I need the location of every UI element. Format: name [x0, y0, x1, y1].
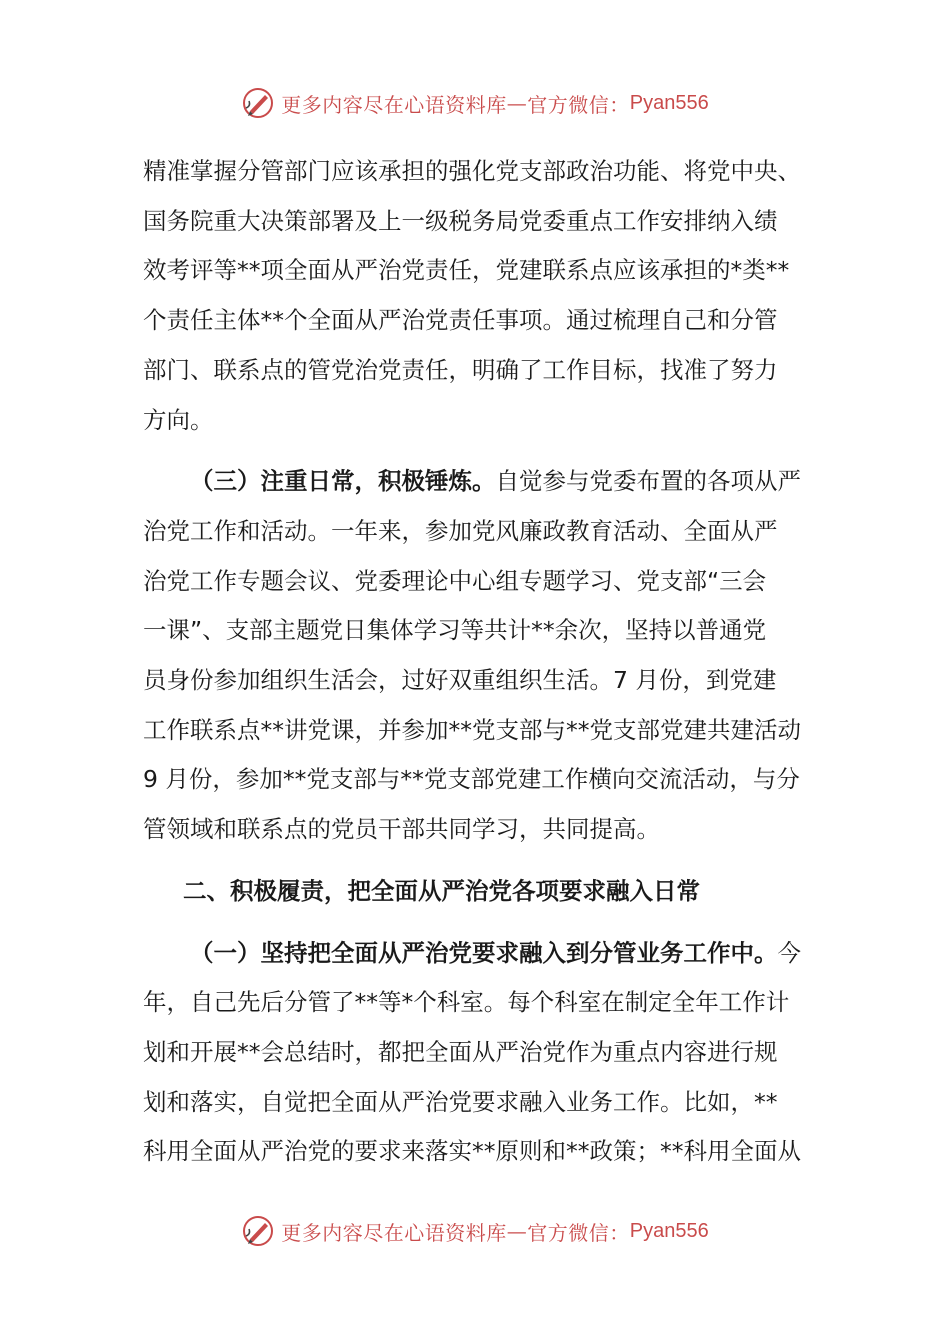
text-line: 划和落实，自觉把全面从严治党要求融入业务工作。比如，**	[143, 1087, 778, 1116]
section-heading-2	[143, 867, 811, 917]
text-line	[143, 457, 811, 507]
paragraph-3	[143, 929, 811, 1178]
pen-logo-icon	[241, 1214, 275, 1248]
footer-dash: —	[506, 1219, 528, 1243]
header-banner	[0, 78, 950, 128]
text-line: 划和开展**会总结时，都把全面从严治党作为重点内容进行规	[143, 1037, 778, 1066]
text-line: 个责任主体**个全面从严治党责任事项。通过梳理自己和分管	[143, 306, 778, 335]
heading-text: 二、积极履责，把全面从严治党各项要求融入日常	[183, 876, 700, 905]
text-line: 员身份参加组织生活会，过好双重组织生活。7 月份，到党建	[143, 666, 777, 695]
section-title-1: （一）坚持把全面从严治党要求融入到分管业务工作中。	[190, 938, 778, 967]
text-line: 效考评等**项全面从严治党责任，党建联系点应该承担的*类**	[143, 256, 790, 285]
text-line: 精准掌握分管部门应该承担的强化党支部政治功能、将党中央、	[143, 157, 801, 185]
text-line: 治党工作专题会议、党委理论中心组专题学习、党支部“三会	[143, 566, 767, 595]
text-line: 工作联系点**讲党课，并参加**党支部与**党支部党建共建活动	[143, 715, 801, 744]
text-line: 管领域和联系点的党员干部共同学习，共同提高。	[143, 815, 660, 844]
text-fragment: 今	[777, 938, 801, 967]
header-dash: —	[506, 91, 528, 115]
text-line: 国务院重大决策部署及上一级税务局党委重点工作安排纳入绩	[143, 206, 778, 235]
pen-logo-icon	[241, 86, 275, 120]
section-title-3: （三）注重日常，积极锤炼。	[190, 467, 496, 496]
header-site-label: 更多内容尽在心语资料库	[281, 92, 507, 117]
text-line: 一课”、支部主题党日集体学习等共计**余次，坚持以普通党	[143, 616, 767, 645]
text-line: 科用全面从严治党的要求来落实**原则和**政策；**科用全面从	[143, 1137, 801, 1166]
text-line: 9 月份，参加**党支部与**党支部党建工作横向交流活动，与分	[143, 765, 800, 794]
text-fragment: 自觉参与党委布置的各项从严	[495, 467, 801, 496]
footer-wechat-id: Pyan556	[629, 1219, 709, 1242]
footer-wechat-label: 官方微信：	[527, 1220, 630, 1245]
text-line: 治党工作和活动。一年来，参加党风廉政教育活动、全面从严	[143, 516, 778, 545]
paragraph-1	[143, 147, 811, 445]
header-wechat-id: Pyan556	[629, 91, 709, 114]
footer-site-label: 更多内容尽在心语资料库	[281, 1220, 507, 1245]
text-line: 年，自己先后分管了**等*个科室。每个科室在制定全年工作计	[143, 988, 790, 1017]
footer-banner	[0, 1206, 950, 1256]
text-line: 方向。	[143, 405, 214, 434]
document-body	[143, 147, 811, 1177]
text-line: 部门、联系点的管党治党责任，明确了工作目标，找准了努力	[143, 355, 778, 384]
paragraph-2	[143, 457, 811, 855]
text-line	[143, 929, 811, 979]
header-wechat-label: 官方微信：	[527, 92, 630, 117]
